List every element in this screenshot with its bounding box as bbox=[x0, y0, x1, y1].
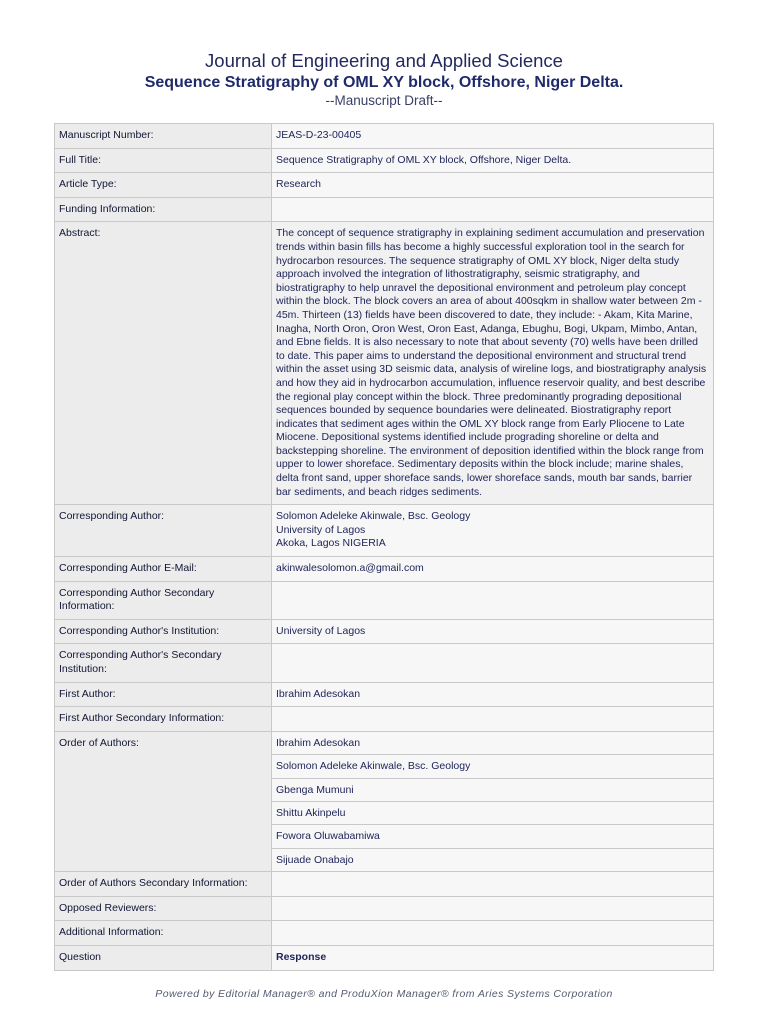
journal-name: Journal of Engineering and Applied Science bbox=[205, 50, 563, 71]
response-header: Response bbox=[272, 945, 714, 970]
table-row bbox=[55, 872, 714, 897]
manuscript-number-value: JEAS-D-23-00405 bbox=[272, 124, 714, 149]
table-row bbox=[55, 505, 714, 557]
powered-by-footer: Powered by Editorial Manager® and ProduXion Manager® from Aries Systems Corporation bbox=[155, 988, 613, 1000]
table-row bbox=[55, 945, 714, 970]
funding-label: Funding Information: bbox=[55, 197, 272, 222]
draft-label: --Manuscript Draft-- bbox=[325, 93, 443, 108]
order-of-authors-label: Order of Authors: bbox=[55, 731, 272, 871]
author-item: Ibrahim Adesokan bbox=[272, 732, 713, 755]
table-row bbox=[55, 707, 714, 732]
first-author-value: Ibrahim Adesokan bbox=[272, 682, 714, 707]
abstract-label: Abstract: bbox=[55, 222, 272, 505]
table-row bbox=[55, 682, 714, 707]
author-item: Shittu Akinpelu bbox=[272, 802, 713, 825]
author-item: Fowora Oluwabamiwa bbox=[272, 825, 713, 848]
article-type-label: Article Type: bbox=[55, 173, 272, 198]
full-title-value: Sequence Stratigraphy of OML XY block, Offshore, Niger Delta. bbox=[272, 148, 714, 173]
first-author-label: First Author: bbox=[55, 682, 272, 707]
table-row bbox=[55, 896, 714, 921]
corresponding-institution-label: Corresponding Author's Institution: bbox=[55, 619, 272, 644]
table-row bbox=[55, 644, 714, 682]
question-header: Question bbox=[55, 945, 272, 970]
opposed-reviewers-label: Opposed Reviewers: bbox=[55, 896, 272, 921]
table-row bbox=[55, 619, 714, 644]
manuscript-info-table bbox=[54, 123, 714, 971]
corresponding-institution-value: University of Lagos bbox=[272, 619, 714, 644]
order-secondary-label: Order of Authors Secondary Information: bbox=[55, 872, 272, 897]
order-of-authors-list bbox=[272, 731, 714, 871]
manuscript-title: Sequence Stratigraphy of OML XY block, Offshore, Niger Delta. bbox=[144, 74, 624, 91]
table-row bbox=[55, 921, 714, 946]
author-item: Sijuade Onabajo bbox=[276, 853, 354, 866]
corresponding-secondary-value bbox=[272, 581, 714, 619]
table-row bbox=[55, 581, 714, 619]
corresponding-email-value: akinwalesolomon.a@gmail.com bbox=[272, 557, 714, 582]
full-title-label: Full Title: bbox=[55, 148, 272, 173]
table-row bbox=[55, 557, 714, 582]
corresponding-author-label: Corresponding Author: bbox=[55, 505, 272, 557]
corresponding-email-label: Corresponding Author E-Mail: bbox=[55, 557, 272, 582]
first-author-secondary-label: First Author Secondary Information: bbox=[55, 707, 272, 732]
table-row bbox=[55, 148, 714, 173]
table-row bbox=[55, 173, 714, 198]
manuscript-number-label: Manuscript Number: bbox=[55, 124, 272, 149]
article-type-value: Research bbox=[272, 173, 714, 198]
corresponding-secondary-institution-label: Corresponding Author's Secondary Institution: bbox=[55, 644, 272, 682]
additional-info-label: Additional Information: bbox=[55, 921, 272, 946]
author-item: Solomon Adeleke Akinwale, Bsc. Geology bbox=[272, 755, 713, 778]
first-author-secondary-value bbox=[272, 707, 714, 732]
opposed-reviewers-value bbox=[272, 896, 714, 921]
table-row bbox=[55, 124, 714, 149]
document-header bbox=[0, 0, 768, 108]
abstract-text: The concept of sequence stratigraphy in explaining sediment accumulation and preservation trends within basin fills has become a highly successful exploration tool in the search for hydrocarbon resources. The sequence stratigraphy of OML XY block, Niger delta study approach involved the integration of lithostratigraphy, seismic stratigraphy, and biostratigraphy to help unravel the depositional environment and petroleum play concept within the block. The block covers an area of about 400sqkm in shallow water between 2m - 45m. Thirteen (13) fields have been discovered to date, they include: - Akam, Kita Marine, Inagha, North Oron, Oron West, Oron East, Adanga, Ebughu, Bogi, Ukpam, Mimbo, Antan, and Ebne fields. It is also necessary to note that about seventy (70) wells have been drilled to date. This paper aims to understand the depositional environment and structural trend within the asset using 3D seismic data, analysis of wireline logs, and biostratigraphy analysis and how they aid in hydrocarbon accumulation, influence reservoir quality, and best describe the regional play concept within the block. Three predominantly prograding depositional sequences bounded by sequence boundaries were delineated. Biostratigraphy report indicates that sediment ages within the OML XY block range from Early Pliocene to Late Miocene. Depositional systems identified include prograding shoreline or delta and backstepping shoreline. The environment of deposition identified within the block range from upper to lower shoreface. Sedimentary deposits within the block include; marine shales, delta front sand, upper shoreface sands, lower shoreface sands, mouth bar sands, barrier bar sediments, and beach ridges sediments. bbox=[272, 222, 714, 505]
corresponding-author-university: University of Lagos bbox=[276, 523, 366, 536]
table-row bbox=[55, 197, 714, 222]
corresponding-secondary-institution-value bbox=[272, 644, 714, 682]
corresponding-author-name: Solomon Adeleke Akinwale, Bsc. Geology bbox=[276, 510, 471, 523]
corresponding-author-location: Akoka, Lagos NIGERIA bbox=[276, 537, 386, 550]
funding-value bbox=[272, 197, 714, 222]
author-item: Gbenga Mumuni bbox=[272, 779, 713, 802]
corresponding-secondary-label: Corresponding Author Secondary Information: bbox=[55, 581, 272, 619]
order-secondary-value bbox=[272, 872, 714, 897]
table-row bbox=[55, 222, 714, 505]
corresponding-author-value bbox=[272, 505, 714, 557]
table-row bbox=[55, 731, 714, 871]
additional-info-value bbox=[272, 921, 714, 946]
